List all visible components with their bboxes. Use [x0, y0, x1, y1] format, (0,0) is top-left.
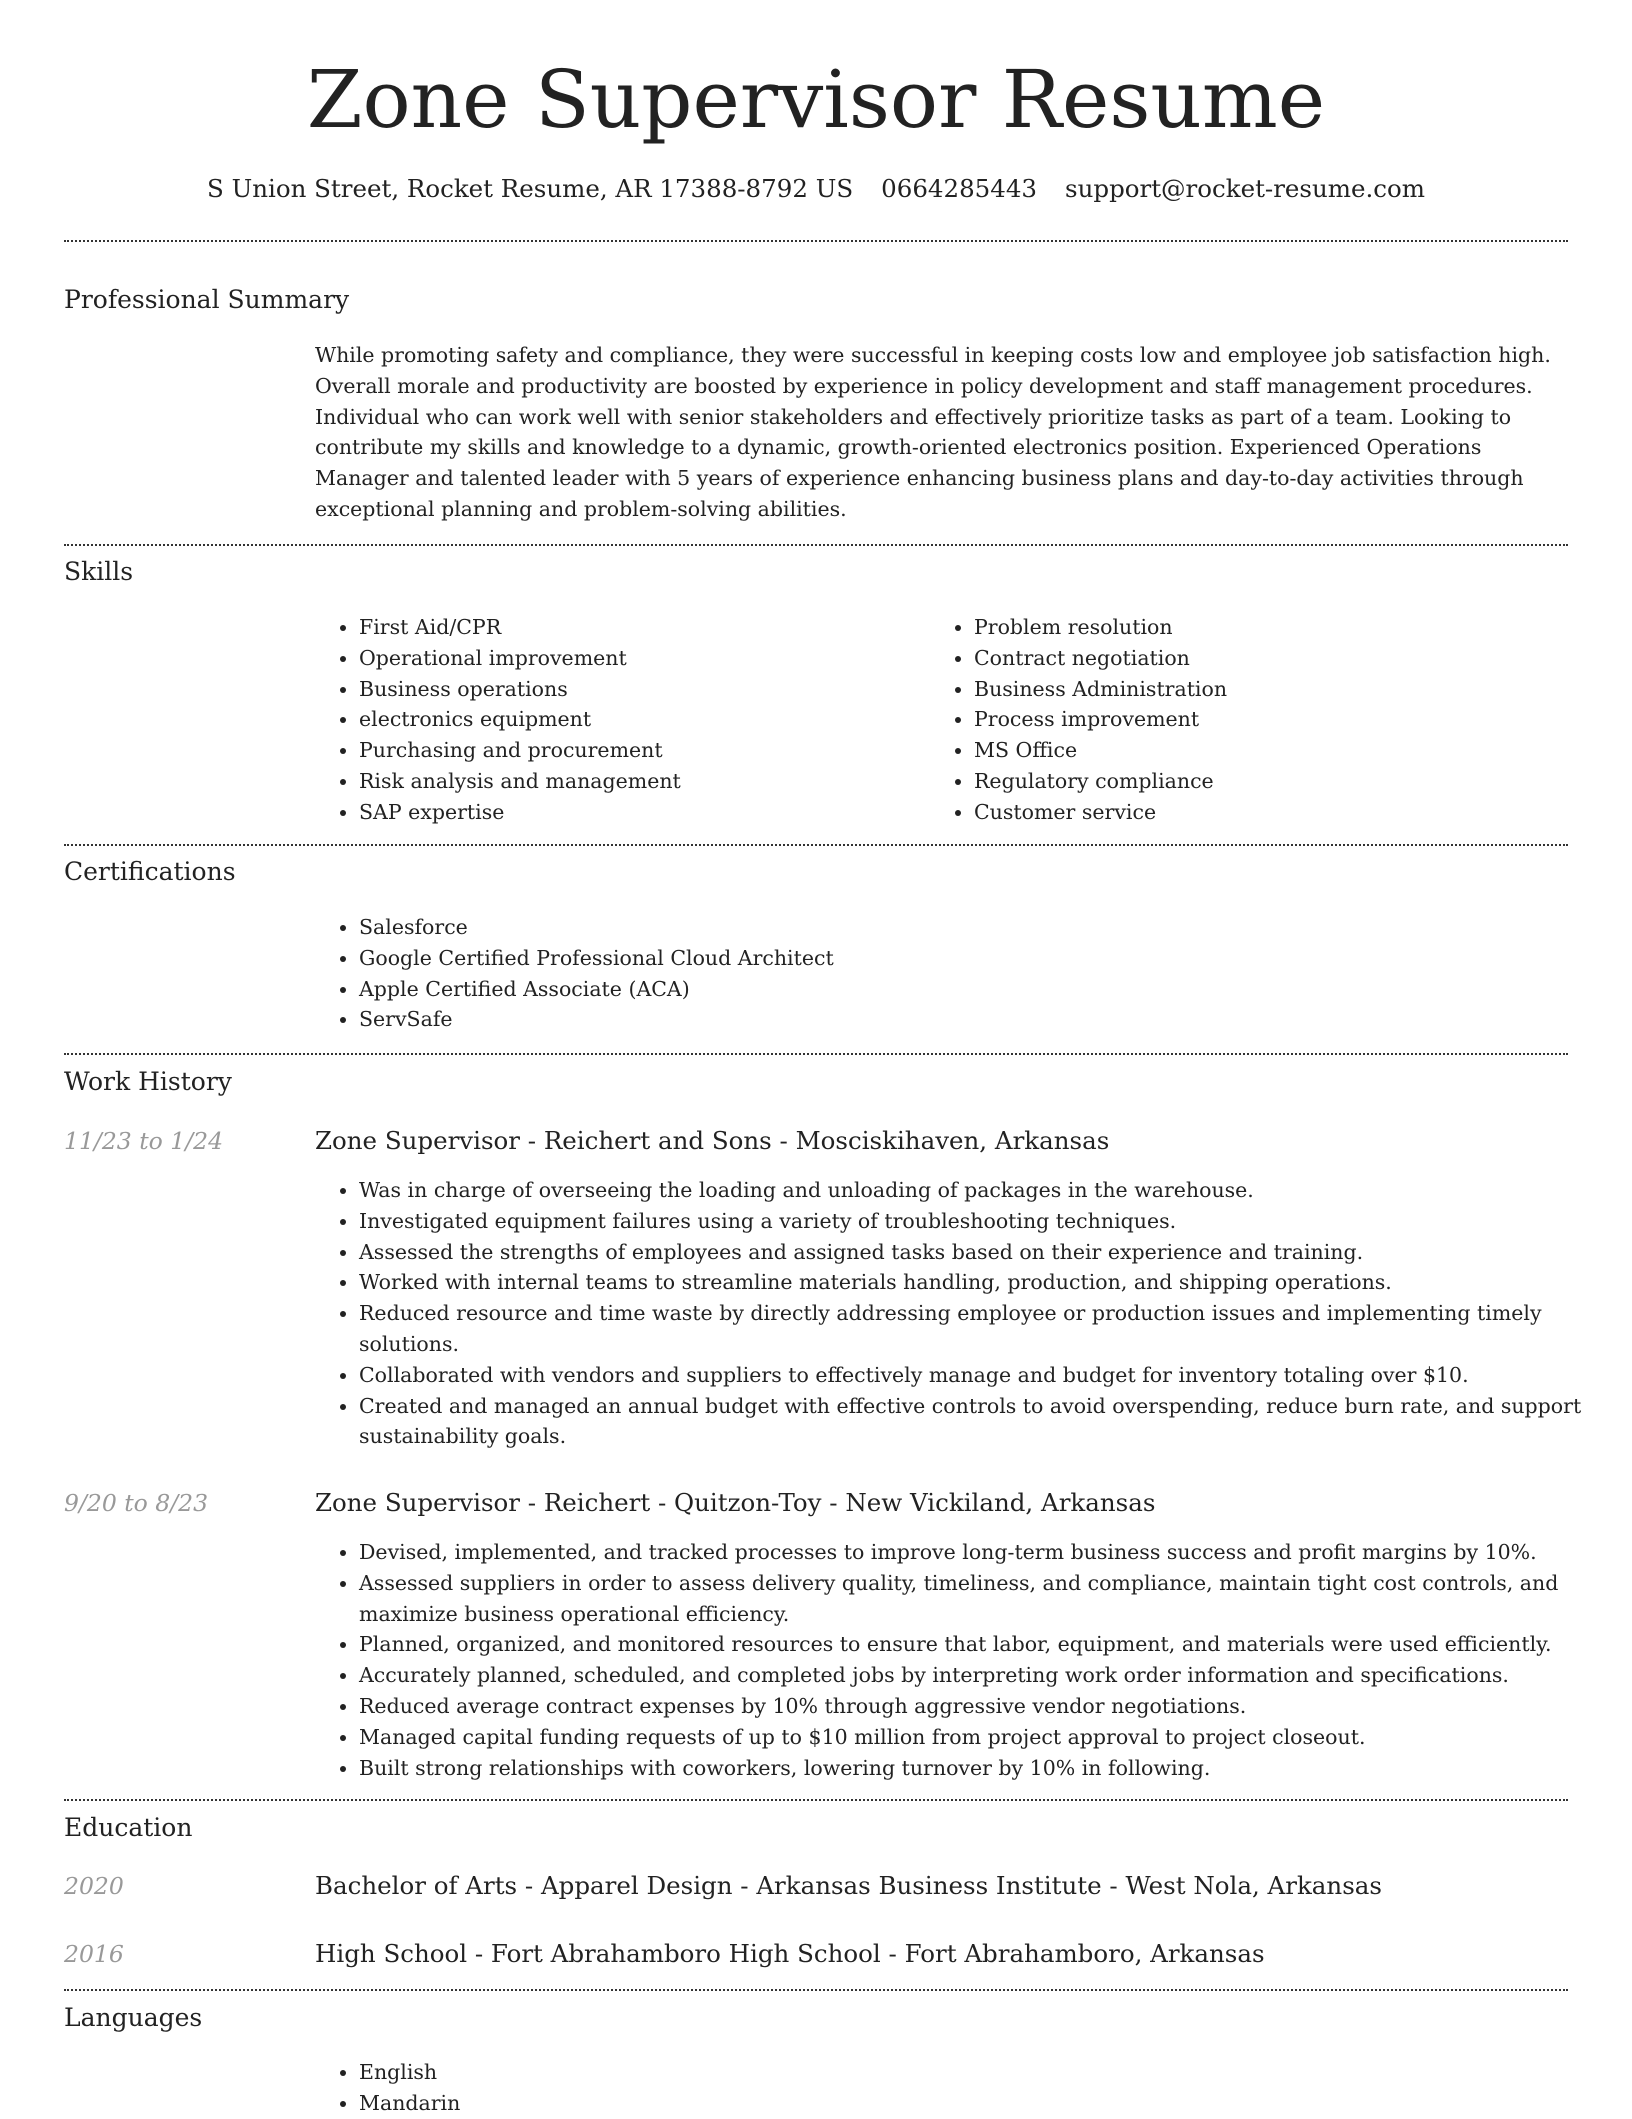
- divider: [64, 240, 1568, 242]
- contact-address: S Union Street, Rocket Resume, AR 17388-8792 US: [207, 174, 854, 203]
- education-year: 2016: [64, 1940, 124, 1968]
- skill-item: • electronics equipment: [359, 704, 899, 735]
- skill-item: • SAP expertise: [359, 797, 899, 828]
- job-bullet: • Investigated equipment failures using a variety of troubleshooting techniques.: [359, 1206, 1609, 1237]
- divider: [64, 1989, 1568, 1991]
- skill-item: • Risk analysis and management: [359, 766, 899, 797]
- skill-item: • Problem resolution: [974, 612, 1574, 643]
- language-item: • Mandarin: [359, 2088, 1609, 2119]
- education-year: 2020: [64, 1872, 124, 1900]
- job-title: Zone Supervisor - Reichert and Sons - Mosciskihaven, Arkansas: [315, 1126, 1110, 1155]
- contact-phone: 0664285443: [881, 174, 1038, 203]
- skills-list-left: [315, 612, 899, 828]
- education-heading: Education: [64, 1813, 193, 1842]
- job-bullet: • Was in charge of overseeing the loading and unloading of packages in the warehouse.: [359, 1175, 1609, 1206]
- work-heading: Work History: [64, 1067, 232, 1096]
- job-bullet: • Accurately planned, scheduled, and completed jobs by interpreting work order information and specifications.: [359, 1660, 1609, 1691]
- job-bullet: • Assessed the strengths of employees and assigned tasks based on their experience and training.: [359, 1237, 1609, 1268]
- job-bullets: [315, 1175, 1609, 1452]
- certification-item: • Apple Certified Associate (ACA): [359, 974, 1609, 1005]
- job-bullet: • Collaborated with vendors and suppliers to effectively manage and budget for inventory totaling over $10.: [359, 1360, 1609, 1391]
- languages-list: [315, 2057, 1609, 2119]
- skill-item: • Business Administration: [974, 674, 1574, 705]
- skill-item: • Customer service: [974, 797, 1574, 828]
- job-bullet: • Devised, implemented, and tracked processes to improve long-term business success and profit margins by 10%.: [359, 1537, 1609, 1568]
- job-bullet: • Built strong relationships with coworkers, lowering turnover by 10% in following.: [359, 1753, 1609, 1784]
- certifications-list: [315, 912, 1609, 1035]
- job-bullet: • Reduced average contract expenses by 10% through aggressive vendor negotiations.: [359, 1691, 1609, 1722]
- languages-heading: Languages: [64, 2003, 203, 2032]
- certifications-heading: Certifications: [64, 857, 236, 886]
- job-bullet: • Reduced resource and time waste by directly addressing employee or production issues and implementing timely solutions.: [359, 1298, 1609, 1360]
- divider: [64, 544, 1568, 546]
- job-bullet: • Managed capital funding requests of up to $10 million from project approval to project closeout.: [359, 1722, 1609, 1753]
- skill-item: • Operational improvement: [359, 643, 899, 674]
- resume-title: Zone Supervisor Resume: [306, 53, 1326, 146]
- divider: [64, 844, 1568, 846]
- skill-item: • Regulatory compliance: [974, 766, 1574, 797]
- job-dates: 11/23 to 1/24: [64, 1127, 224, 1155]
- job-dates: 9/20 to 8/23: [64, 1489, 209, 1517]
- skills-heading: Skills: [64, 557, 134, 586]
- summary-heading: Professional Summary: [64, 285, 350, 314]
- skill-item: • Business operations: [359, 674, 899, 705]
- certification-item: • ServSafe: [359, 1004, 1609, 1035]
- job-bullet: • Assessed suppliers in order to assess delivery quality, timeliness, and compliance, maintain tight cost controls, and maximize business operational efficiency.: [359, 1568, 1609, 1630]
- certification-item: • Google Certified Professional Cloud Architect: [359, 943, 1609, 974]
- job-title: Zone Supervisor - Reichert - Quitzon-Toy - New Vickiland, Arkansas: [315, 1488, 1156, 1517]
- job-bullets: [315, 1537, 1609, 1783]
- job-bullet: • Worked with internal teams to streamline materials handling, production, and shipping operations.: [359, 1267, 1609, 1298]
- skills-list-right: [930, 612, 1574, 828]
- skill-item: • MS Office: [974, 735, 1574, 766]
- contact-line: [0, 169, 1632, 209]
- skill-item: • First Aid/CPR: [359, 612, 899, 643]
- language-item: • English: [359, 2057, 1609, 2088]
- skill-item: • Contract negotiation: [974, 643, 1574, 674]
- job-bullet: • Planned, organized, and monitored resources to ensure that labor, equipment, and materials were used efficiently.: [359, 1629, 1609, 1660]
- divider: [64, 1799, 1568, 1801]
- divider: [64, 1053, 1568, 1055]
- contact-email[interactable]: support@rocket-resume.com: [1065, 174, 1425, 203]
- skill-item: • Purchasing and procurement: [359, 735, 899, 766]
- job-bullet: • Created and managed an annual budget with effective controls to avoid overspending, reduce burn rate, and support sustainability goals.: [359, 1391, 1609, 1453]
- skill-item: • Process improvement: [974, 704, 1574, 735]
- summary-text: While promoting safety and compliance, they were successful in keeping costs low and employee job satisfaction high. Overall morale and productivity are boosted by experience in policy development and staff management procedures. Individual who can work well with senior stakeholders and effectively prioritize tasks as part of a team. Looking to contribute my skills and knowledge to a dynamic, growth-oriented electronics position. Experienced Operations Manager and talented leader with 5 years of experience enhancing business plans and day-to-day activities through exceptional planning and problem-solving abilities.: [315, 343, 1551, 521]
- education-title: Bachelor of Arts - Apparel Design - Arkansas Business Institute - West Nola, Arkansas: [315, 1871, 1382, 1900]
- certification-item: • Salesforce: [359, 912, 1609, 943]
- education-title: High School - Fort Abrahamboro High School - Fort Abrahamboro, Arkansas: [315, 1939, 1265, 1968]
